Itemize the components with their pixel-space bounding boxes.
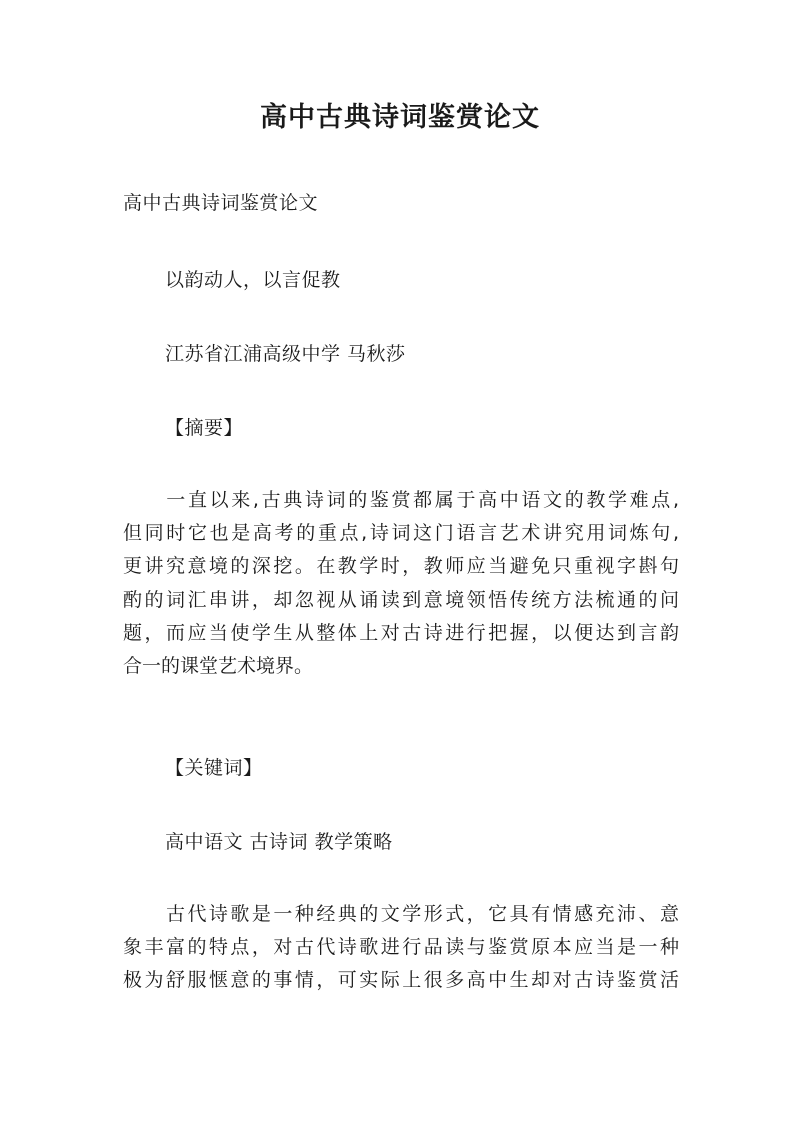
abstract-label: 【摘要】 <box>165 417 244 439</box>
document-title: 高中古典诗词鉴赏论文 <box>260 102 540 133</box>
body-line: 象丰富的特点，对古代诗歌进行品读与鉴赏原本应当是一种 <box>123 936 679 959</box>
body-paragraph <box>123 898 679 998</box>
abstract-line: 题，而应当使学生从整体上对古诗进行把握，以便达到言韵 <box>123 621 679 644</box>
abstract-paragraph <box>123 484 679 683</box>
body-line: 古代诗歌是一种经典的文学形式，它具有情感充沛、意 <box>123 903 679 925</box>
abstract-line: 一直以来,古典诗词的鉴赏都属于高中语文的教学难点, <box>123 489 679 511</box>
abstract-line: 酌的词汇串讲，却忽视从诵读到意境领悟传统方法梳通的问 <box>123 588 679 611</box>
abstract-line: 更讲究意境的深挖。在教学时，教师应当避免只重视字斟句 <box>123 555 679 578</box>
article-heading: 以韵动人，以言促教 <box>165 269 341 291</box>
abstract-line: 合一的课堂艺术境界。 <box>123 655 314 678</box>
keywords-text: 高中语文 古诗词 教学策略 <box>165 831 393 853</box>
author-line: 江苏省江浦高级中学 马秋莎 <box>165 343 406 365</box>
abstract-line: 但同时它也是高考的重点,诗词这门语言艺术讲究用词炼句, <box>123 522 679 545</box>
body-line: 极为舒服惬意的事情，可实际上很多高中生却对古诗鉴赏活 <box>123 969 679 992</box>
keywords-label: 【关键词】 <box>165 757 263 779</box>
document-subtitle: 高中古典诗词鉴赏论文 <box>123 192 319 214</box>
